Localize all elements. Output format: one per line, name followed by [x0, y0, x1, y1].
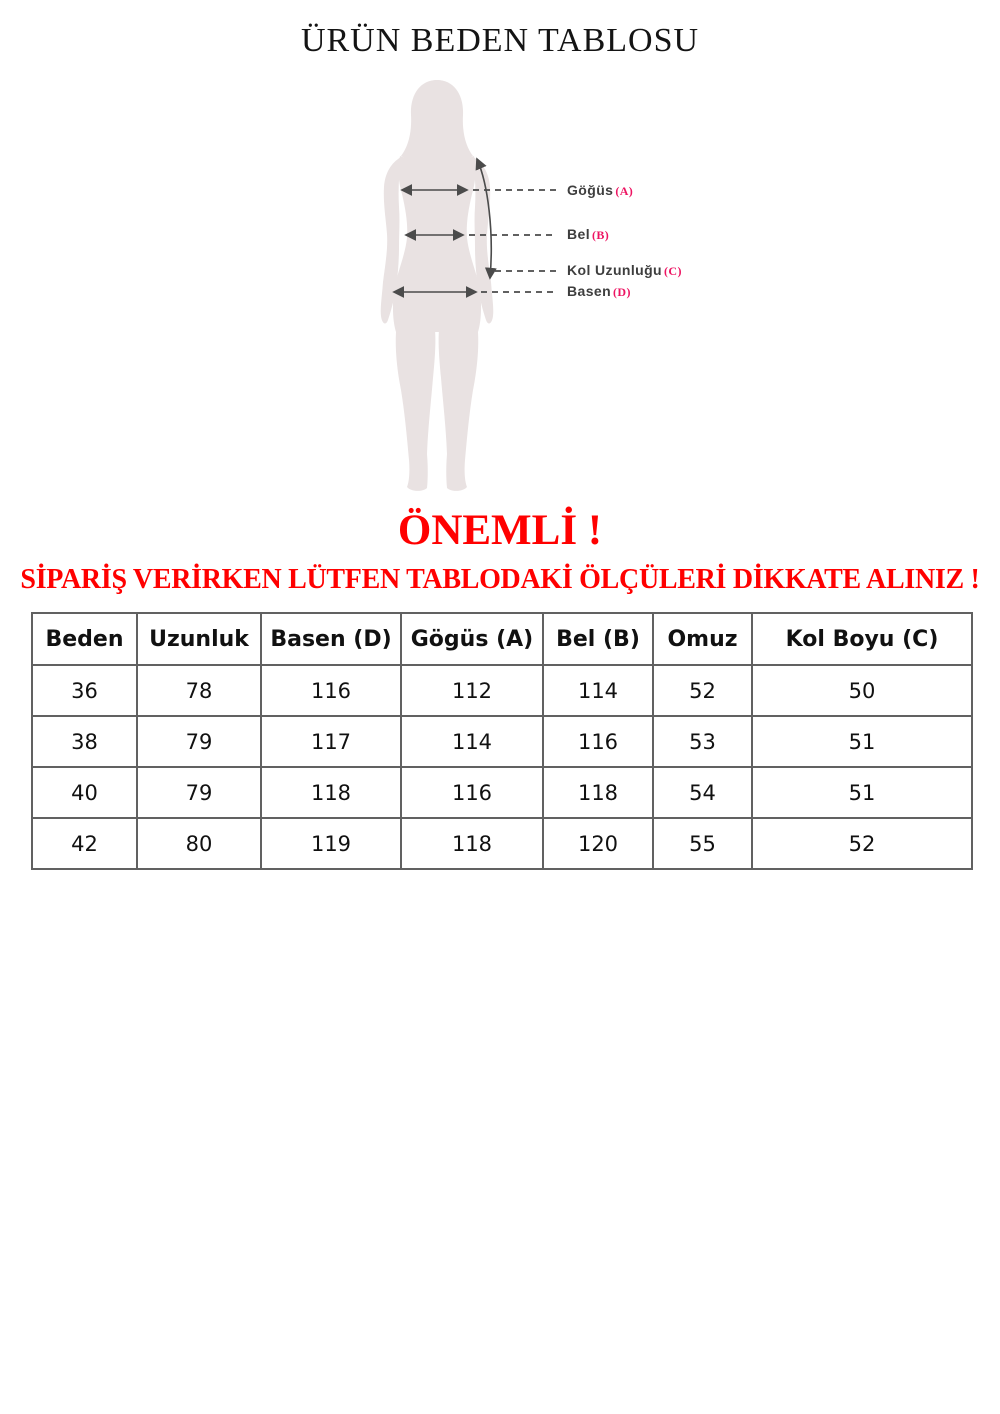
header-bel: Bel (B): [543, 613, 653, 665]
measurement-label-waist-text: Bel: [567, 226, 590, 242]
cell-gogus: 118: [401, 818, 543, 869]
size-table: [31, 612, 973, 870]
measurement-letter-c: (C): [664, 264, 682, 278]
cell-bel: 116: [543, 716, 653, 767]
cell-bel: 114: [543, 665, 653, 716]
table-row: [32, 716, 972, 767]
silhouette-neck: [428, 132, 446, 160]
silhouette-left-leg: [396, 330, 436, 491]
silhouette-right-leg: [439, 330, 479, 491]
table-row: [32, 767, 972, 818]
cell-kol-boyu: 51: [752, 716, 972, 767]
measurement-label-hip: [567, 283, 631, 300]
cell-uzunluk: 80: [137, 818, 261, 869]
cell-beden: 42: [32, 818, 137, 869]
measurement-letter-b: (B): [592, 228, 610, 242]
cell-gogus: 114: [401, 716, 543, 767]
silhouette-shapes: [381, 80, 494, 491]
size-table-header-row: [32, 613, 972, 665]
measurement-label-arm-length: [567, 262, 682, 279]
cell-omuz: 55: [653, 818, 752, 869]
cell-omuz: 53: [653, 716, 752, 767]
cell-basen: 119: [261, 818, 401, 869]
body-measurement-diagram: [370, 70, 700, 500]
silhouette-head: [418, 80, 456, 132]
table-row: [32, 665, 972, 716]
table-row: [32, 818, 972, 869]
cell-uzunluk: 78: [137, 665, 261, 716]
cell-beden: 36: [32, 665, 137, 716]
cell-omuz: 54: [653, 767, 752, 818]
cell-uzunluk: 79: [137, 716, 261, 767]
cell-beden: 40: [32, 767, 137, 818]
measurement-label-hip-text: Basen: [567, 283, 612, 299]
measurement-label-arm-length-text: Kol Uzunluğu: [567, 262, 663, 278]
measurement-letter-a: (A): [615, 184, 634, 198]
cell-kol-boyu: 52: [752, 818, 972, 869]
measurement-letter-d: (D): [613, 285, 631, 299]
cell-beden: 38: [32, 716, 137, 767]
page-title: ÜRÜN BEDEN TABLOSU: [300, 22, 700, 59]
cell-basen: 117: [261, 716, 401, 767]
header-uzunluk: Uzunluk: [137, 613, 261, 665]
cell-basen: 116: [261, 665, 401, 716]
measurement-label-chest: [567, 182, 633, 199]
header-basen: Basen (D): [261, 613, 401, 665]
cell-kol-boyu: 51: [752, 767, 972, 818]
cell-basen: 118: [261, 767, 401, 818]
important-heading: ÖNEMLİ !: [397, 507, 603, 554]
measurement-label-waist: [567, 226, 609, 243]
cell-kol-boyu: 50: [752, 665, 972, 716]
cell-bel: 120: [543, 818, 653, 869]
measurement-label-chest-text: Göğüs: [567, 182, 614, 198]
header-beden: Beden: [32, 613, 137, 665]
female-silhouette-illustration: [370, 70, 700, 500]
cell-bel: 118: [543, 767, 653, 818]
header-gogus: Gögüs (A): [401, 613, 543, 665]
cell-gogus: 112: [401, 665, 543, 716]
silhouette-torso: [393, 156, 481, 332]
cell-gogus: 116: [401, 767, 543, 818]
cell-uzunluk: 79: [137, 767, 261, 818]
warning-text: SİPARİŞ VERİRKEN LÜTFEN TABLODAKİ ÖLÇÜLERİ DİKKATE ALINIZ !: [20, 564, 980, 595]
cell-omuz: 52: [653, 665, 752, 716]
header-omuz: Omuz: [653, 613, 752, 665]
header-kol-boyu: Kol Boyu (C): [752, 613, 972, 665]
